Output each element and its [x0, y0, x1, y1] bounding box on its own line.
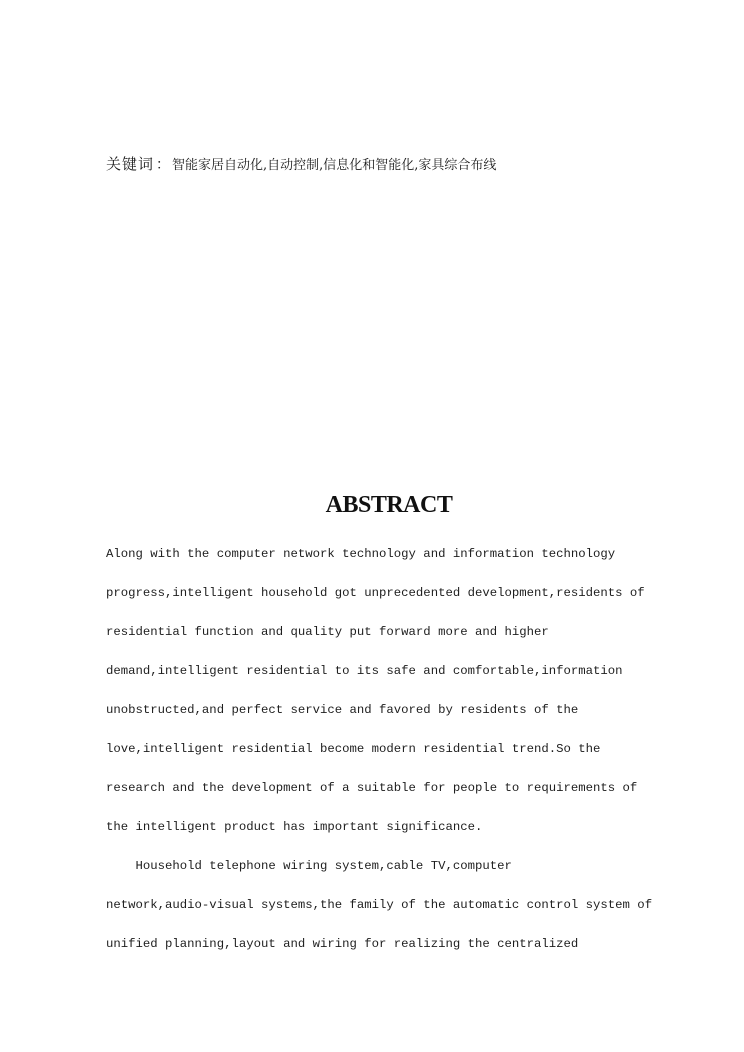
- abstract-line: the intelligent product has important significance.: [106, 820, 483, 834]
- abstract-line: network,audio-visual systems,the family of the automatic control system of: [106, 898, 653, 912]
- abstract-line: progress,intelligent household got unprecedented development,residents of: [106, 586, 645, 600]
- keywords-value: 智能家居自动化,自动控制,信息化和智能化,家具综合布线: [172, 158, 497, 173]
- abstract-heading: ABSTRACT: [325, 492, 453, 518]
- abstract-body: [106, 544, 706, 973]
- abstract-line: unified planning,layout and wiring for realizing the centralized: [106, 937, 579, 951]
- abstract-line: demand,intelligent residential to its safe and comfortable,information: [106, 664, 623, 678]
- keywords-separator: ：: [156, 157, 171, 173]
- abstract-line: Along with the computer network technology and information technology: [106, 547, 616, 561]
- abstract-line: Household telephone wiring system,cable TV,computer: [106, 859, 512, 873]
- abstract-line: love,intelligent residential become modern residential trend.So the: [106, 742, 601, 756]
- abstract-line: residential function and quality put forward more and higher: [106, 625, 549, 639]
- abstract-line: unobstructed,and perfect service and favored by residents of the: [106, 703, 579, 717]
- keywords-label: 关键词: [106, 155, 155, 173]
- keywords-line: [106, 155, 496, 175]
- abstract-line: research and the development of a suitable for people to requirements of: [106, 781, 638, 795]
